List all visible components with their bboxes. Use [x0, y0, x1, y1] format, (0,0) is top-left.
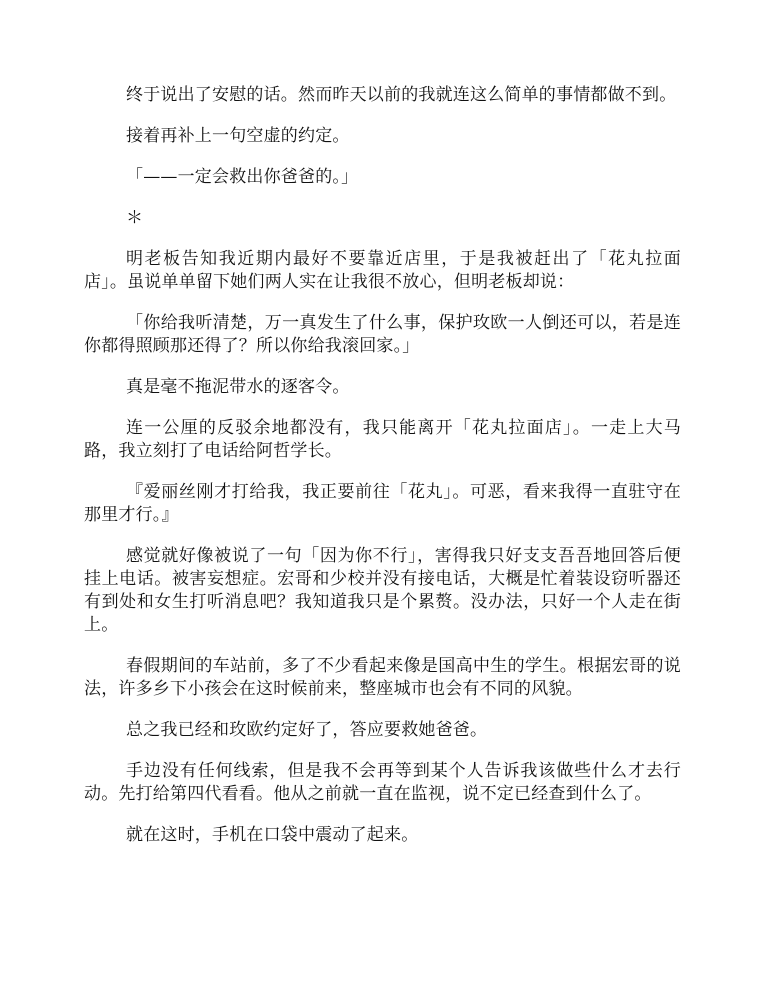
paragraph-8-phone-dialogue: 『爱丽丝刚才打给我，我正要前往「花丸」。可恶，看来我得一直驻守在那里才行。』 — [84, 482, 681, 525]
paragraph-2: 接着再补上一句空虚的约定。 — [126, 126, 350, 146]
scene-break-asterisk: ＊ — [126, 208, 144, 228]
paragraph-9: 感觉就好像被说了一句「因为你不行」，害得我只好支支吾吾地回答后便挂上电话。被害妄想症。宏哥和少校并没有接电话，大概是忙着装设窃听器还有到处和女生打听消息吧？我知道我只是个累赘。没办法，只好一个人走在街上。 — [84, 546, 681, 635]
paragraph-10: 春假期间的车站前，多了不少看起来像是国高中生的学生。根据宏哥的说法，许多乡下小孩会在这时候前来，整座城市也会有不同的风貌。 — [84, 656, 681, 699]
paragraph-1: 终于说出了安慰的话。然而昨天以前的我就连这么简单的事情都做不到。 — [126, 85, 677, 105]
paragraph-12: 手边没有任何线索，但是我不会再等到某个人告诉我该做些什么才去行动。先打给第四代看看。他从之前就一直在监视，说不定已经查到什么了。 — [84, 761, 681, 804]
paragraph-3-dialogue: 「——一定会救出你爸爸的。」 — [126, 167, 359, 187]
paragraph-11: 总之我已经和玫欧约定好了，答应要救她爸爸。 — [126, 720, 488, 740]
paragraph-5-dialogue: 「你给我听清楚，万一真发生了什么事，保护玫欧一人倒还可以，若是连你都得照顾那还得了？所以你给我滚回家。」 — [84, 313, 681, 356]
paragraph-6: 真是毫不拖泥带水的逐客令。 — [126, 377, 350, 397]
paragraph-7: 连一公厘的反驳余地都没有，我只能离开「花丸拉面店」。一走上大马路，我立刻打了电话给阿哲学长。 — [84, 418, 681, 461]
paragraph-13: 就在这时，手机在口袋中震动了起来。 — [126, 825, 419, 845]
paragraph-4: 明老板告知我近期内最好不要靠近店里，于是我被赶出了「花丸拉面店」。虽说单单留下她们两人实在让我很不放心，但明老板却说： — [84, 249, 681, 292]
